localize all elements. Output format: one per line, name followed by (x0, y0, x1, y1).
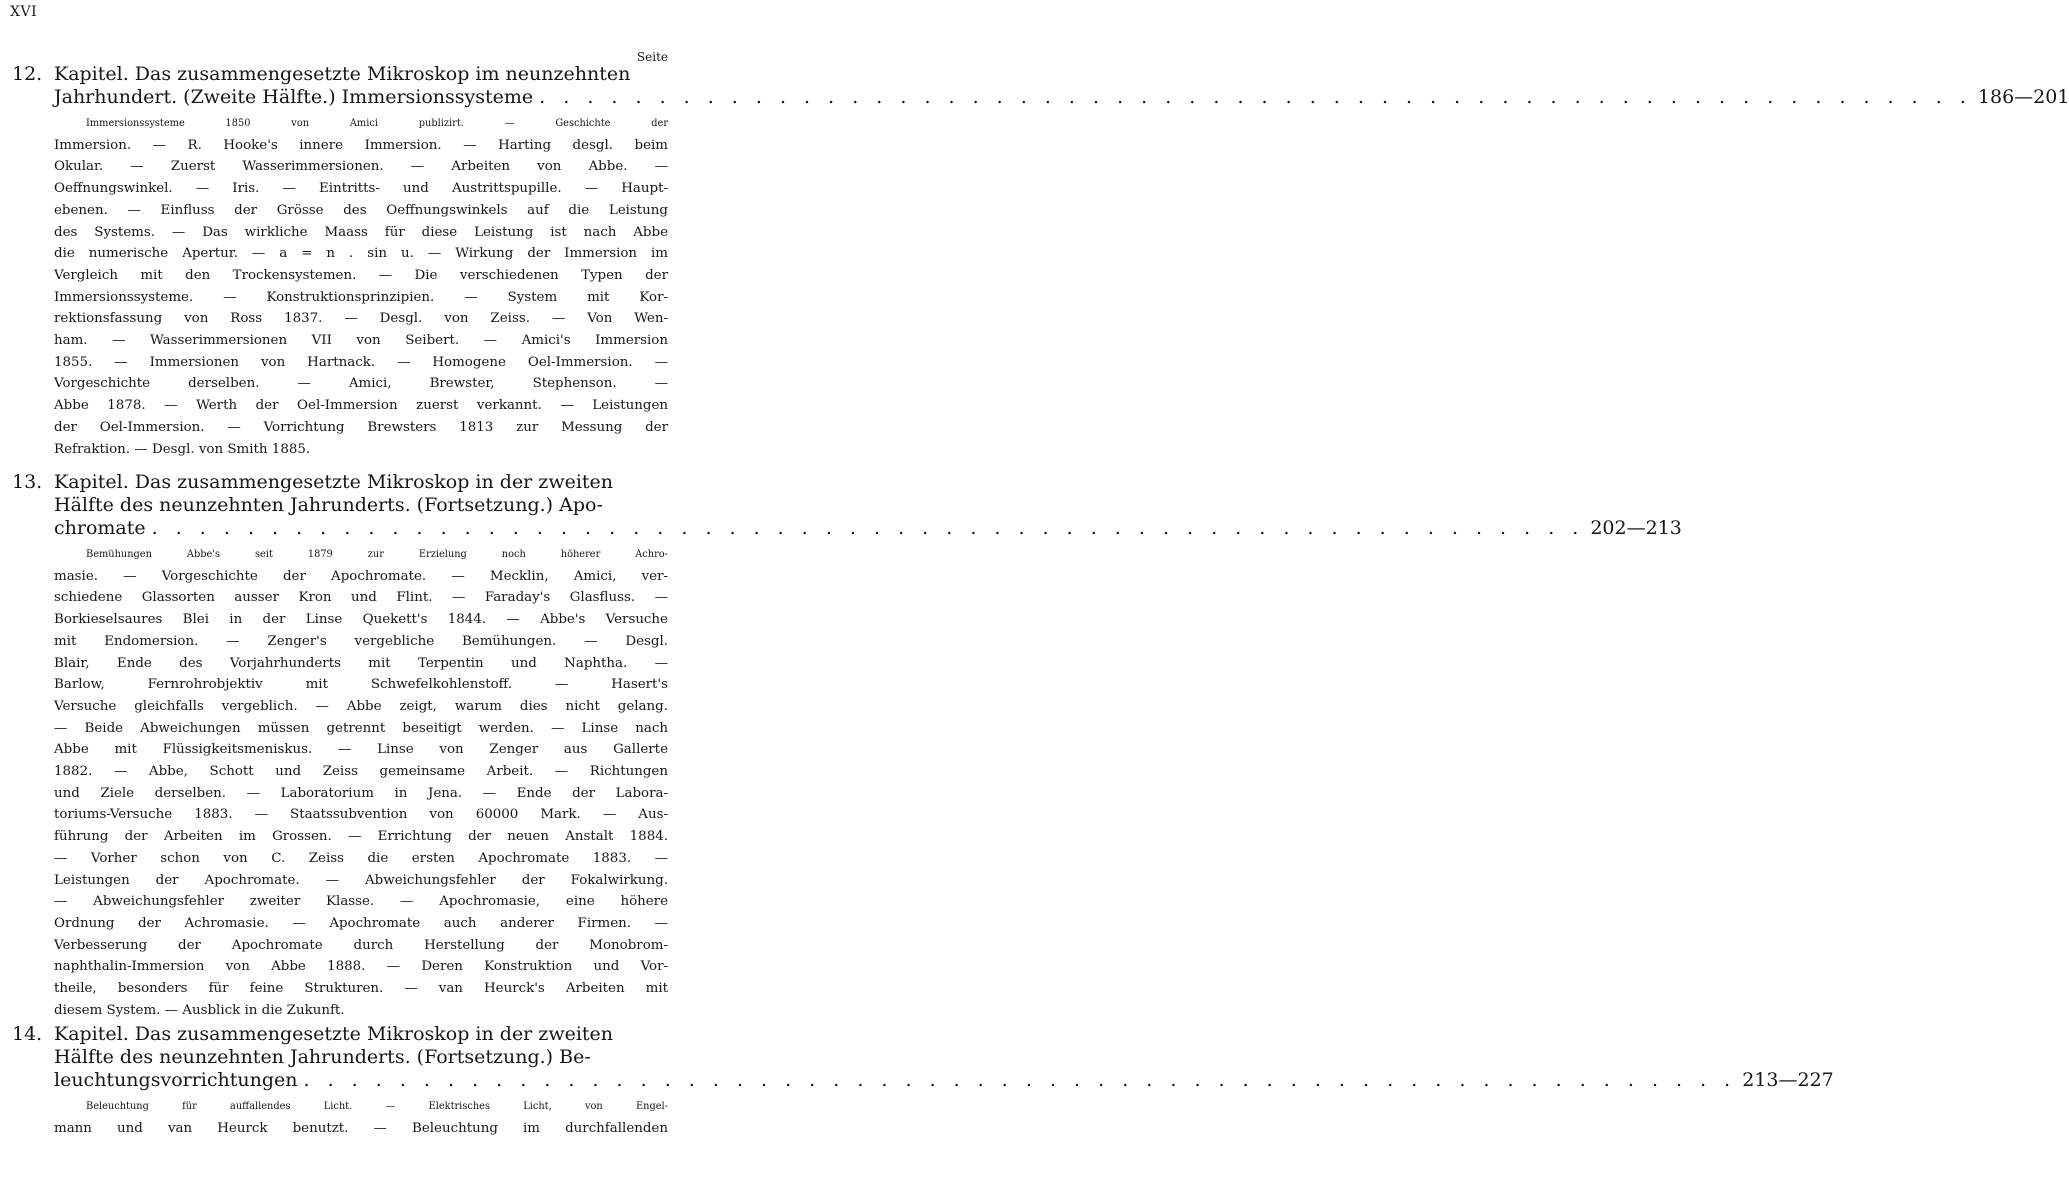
chapter-summary (54, 544, 668, 1021)
chapter-title-line: Kapitel. Das zusammengesetzte Mikroskop im neunzehnten (54, 63, 631, 85)
chapter-heading (0, 471, 1682, 540)
chapter-title-line: Kapitel. Das zusammengesetzte Mikroskop in der zweiten (54, 471, 614, 493)
chapter-title-line: leuchtungsvorrichtungen (54, 1069, 298, 1091)
summary-line: Beleuchtung für auffallendes Licht. — Elektrisches Licht, von Engel- (86, 1101, 668, 1112)
chapter-heading (0, 63, 2069, 109)
summary-line: toriums-Versuche 1883. — Staatssubvention von 60000 Mark. — Aus- (54, 807, 668, 823)
chapter-number: 12. (12, 63, 43, 85)
summary-line: führung der Arbeiten im Grossen. — Errichtung der neuen Anstalt 1884. (54, 829, 668, 845)
summary-line: 1882. — Abbe, Schott und Zeiss gemeinsame Arbeit. — Richtungen (54, 764, 668, 780)
summary-line: mann und van Heurck benutzt. — Beleuchtung im durchfallenden (54, 1120, 668, 1136)
summary-line: diesem System. — Ausblick in die Zukunft. (54, 1002, 345, 1018)
leader-dots: . . . . . . . . . . . . . . . . . . . . . . . . . . . . . . . . . . . . . . . . . . . . . . . . . . . . . . . . . . . . (539, 86, 1972, 108)
chapter-12 (0, 63, 2069, 460)
leader-dots: . . . . . . . . . . . . . . . . . . . . . . . . . . . . . . . . . . . . . . . . . . . . . . . . . . . . . . . . . . . . (151, 517, 1585, 539)
chapter-title-line: Hälfte des neunzehnten Jahrunderts. (Fortsetzung.) Be- (54, 1046, 591, 1068)
summary-line: Abbe mit Flüssigkeitsmeniskus. — Linse von Zenger aus Gallerte (54, 742, 668, 758)
summary-line: naphthalin-Immersion von Abbe 1888. — Deren Konstruktion und Vor- (54, 959, 668, 975)
summary-line: Refraktion. — Desgl. von Smith 1885. (54, 441, 311, 457)
summary-line: Versuche gleichfalls vergeblich. — Abbe zeigt, warum dies nicht gelang. (54, 698, 668, 714)
summary-line: die numerische Apertur. — a = n . sin u. — Wirkung der Immersion im (54, 246, 668, 262)
summary-line: Blair, Ende des Vorjahrhunderts mit Terpentin und Naphtha. — (54, 655, 668, 671)
chapter-title-line: chromate (54, 517, 146, 539)
summary-line: Ordnung der Achromasie. — Apochromate auch anderer Firmen. — (54, 915, 668, 931)
summary-line: mit Endomersion. — Zenger's vergebliche Bemühungen. — Desgl. (54, 633, 668, 649)
seite-column-label: Seite (636, 50, 668, 64)
summary-line: — Abweichungsfehler zweiter Klasse. — Apochromasie, eine höhere (54, 894, 668, 910)
summary-line: — Beide Abweichungen müssen getrennt beseitigt werden. — Linse nach (54, 720, 668, 736)
chapter-13 (0, 471, 1682, 1021)
summary-line: 1855. — Immersionen von Hartnack. — Homogene Oel-Immersion. — (54, 354, 668, 370)
chapter-heading (0, 1023, 1834, 1092)
chapter-page-range: 213—227 (1742, 1069, 1834, 1091)
chapter-number: 14. (12, 1023, 43, 1045)
summary-line: Borkieselsaures Blei in der Linse Quekett's 1844. — Abbe's Versuche (54, 612, 668, 628)
page-number: XVI (10, 4, 38, 20)
chapter-page-range: 186—201 (1977, 86, 2069, 108)
summary-line: Leistungen der Apochromate. — Abweichungsfehler der Fokalwirkung. (54, 872, 668, 888)
summary-line: Vorgeschichte derselben. — Amici, Brewster, Stephenson. — (54, 376, 668, 392)
summary-line: Vergleich mit den Trockensystemen. — Die verschiedenen Typen der (54, 267, 668, 283)
summary-line: Bemühungen Abbe's seit 1879 zur Erzielung noch höherer Achro- (86, 549, 668, 560)
summary-line: — Vorher schon von C. Zeiss die ersten Apochromate 1883. — (54, 850, 668, 866)
summary-line: theile, besonders für feine Strukturen. — van Heurck's Arbeiten mit (54, 981, 668, 997)
summary-line: und Ziele derselben. — Laboratorium in Jena. — Ende der Labora- (54, 785, 668, 801)
summary-line: Oeffnungswinkel. — Iris. — Eintritts- und Austrittspupille. — Haupt- (54, 181, 668, 197)
chapter-summary (54, 113, 668, 460)
summary-line: ebenen. — Einfluss der Grösse des Oeffnungswinkels auf die Leistung (54, 202, 668, 218)
chapter-14 (0, 1023, 1834, 1139)
chapter-title-line: Jahrhundert. (Zweite Hälfte.) Immersionssysteme (54, 86, 534, 108)
chapter-title-last-line (54, 86, 2069, 109)
summary-line: Immersionssysteme. — Konstruktionsprinzipien. — System mit Kor- (54, 289, 668, 305)
chapter-title-line: Hälfte des neunzehnten Jahrunderts. (Fortsetzung.) Apo- (54, 494, 603, 516)
summary-line: rektionsfassung von Ross 1837. — Desgl. von Zeiss. — Von Wen- (54, 311, 668, 327)
summary-line: Immersion. — R. Hooke's innere Immersion. — Harting desgl. beim (54, 137, 668, 153)
chapter-title-last-line (54, 517, 1682, 540)
summary-line: Okular. — Zuerst Wasserimmersionen. — Arbeiten von Abbe. — (54, 159, 668, 175)
chapter-number: 13. (12, 471, 43, 493)
summary-line: Immersionssysteme 1850 von Amici publizirt. — Geschichte der (86, 118, 668, 129)
chapter-title-line: Kapitel. Das zusammengesetzte Mikroskop in der zweiten (54, 1023, 614, 1045)
chapter-page-range: 202—213 (1590, 517, 1682, 539)
summary-line: der Oel-Immersion. — Vorrichtung Brewsters 1813 zur Messung der (54, 419, 668, 435)
summary-line: schiedene Glassorten ausser Kron und Flint. — Faraday's Glasfluss. — (54, 590, 668, 606)
summary-line: ham. — Wasserimmersionen VII von Seibert. — Amici's Immersion (54, 333, 668, 349)
summary-line: des Systems. — Das wirkliche Maass für diese Leistung ist nach Abbe (54, 224, 668, 240)
leader-dots: . . . . . . . . . . . . . . . . . . . . . . . . . . . . . . . . . . . . . . . . . . . . . . . . . . . . . . . . . . . . (303, 1069, 1737, 1091)
summary-line: masie. — Vorgeschichte der Apochromate. — Mecklin, Amici, ver- (54, 568, 668, 584)
summary-line: Verbesserung der Apochromate durch Herstellung der Monobrom- (54, 937, 668, 953)
chapter-summary (54, 1096, 668, 1139)
summary-line: Abbe 1878. — Werth der Oel-Immersion zuerst verkannt. — Leistungen (54, 398, 668, 414)
summary-line: Barlow, Fernrohrobjektiv mit Schwefelkohlenstoff. — Hasert's (54, 677, 668, 693)
chapter-title-last-line (54, 1069, 1834, 1092)
